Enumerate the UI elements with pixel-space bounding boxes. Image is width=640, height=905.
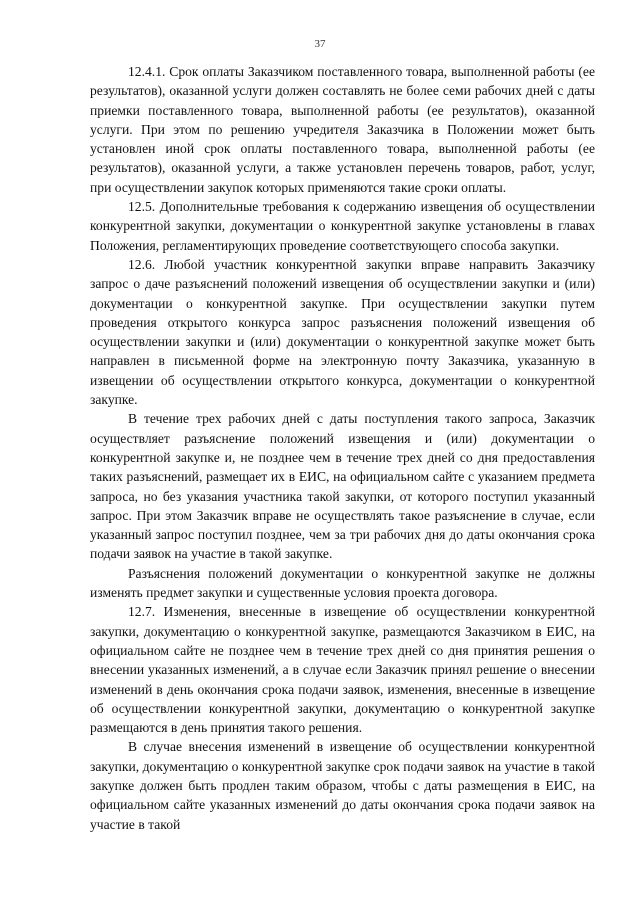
paragraph-clarification-term: В течение трех рабочих дней с даты поступления такого запроса, Заказчик осуществляет разъяснение положений извещения и (или) документации о конкурентной закупке и, не позднее чем в течение трех дней со дня предоставления таких разъяснений, размещает их в ЕИС, на официальном сайте с указанием предмета запроса, но без указания участника такой закупки, от которого поступил указанный запрос. При этом Заказчик вправе не осуществлять такое разъяснение в случае, если указанный запрос поступил позднее, чем за три рабочих дня до даты окончания срока подачи заявок на участие в такой закупке. xyxy=(90,411,595,562)
page-number: 37 xyxy=(314,38,326,50)
paragraph-12-4-1: 12.4.1. Срок оплаты Заказчиком поставленного товара, выполненной работы (ее результатов), оказанной услуги должен составлять не более семи рабочих дней с даты приемки поставленного товара, выполненной работы (ее результатов), оказанной услуги. При этом по решению учредителя Заказчика в Положении может быть установлен иной срок оплаты поставленного товара, выполненной работы (ее результатов), оказанной услуги, а также установлен перечень товаров, работ, услуг, при осуществлении закупок которых применяются такие сроки оплаты. xyxy=(90,64,595,195)
document-body xyxy=(90,62,595,834)
paragraph-clarification-limits: Разъяснения положений документации о конкурентной закупке не должны изменять предмет закупки и существенные условия проекта договора. xyxy=(90,565,595,601)
paragraph-12-7: 12.7. Изменения, внесенные в извещение об осуществлении конкурентной закупки, документацию о конкурентной закупке, размещаются Заказчиком в ЕИС, на официальном сайте не позднее чем в течение трех дней со дня принятия решения о внесении указанных изменений, а в случае если Заказчик принял решение о внесении изменений в день окончания срока подачи заявок, изменения, внесенные в извещение об осуществлении конкурентной закупки, документацию о конкурентной закупке размещаются в день принятия такого решения. xyxy=(90,604,595,736)
paragraph-12-5: 12.5. Дополнительные требования к содержанию извещения об осуществлении конкурентной закупки, документации о конкурентной закупке установлены в главах Положения, регламентирующих проведение соответствующего способа закупки. xyxy=(90,199,595,253)
paragraph-deadline-extension: В случае внесения изменений в извещение об осуществлении конкурентной закупки, документацию о конкурентной закупке срок подачи заявок на участие в такой закупке должен быть продлен таким образом, чтобы с даты размещения в ЕИС, на официальном сайте указанных изменений до даты окончания срока подачи заявок на участие в такой xyxy=(90,739,595,832)
paragraph-12-6: 12.6. Любой участник конкурентной закупки вправе направить Заказчику запрос о даче разъяснений положений извещения об осуществлении закупки и (или) документации о конкурентной закупке. При осуществлении закупки путем проведения открытого конкурса запрос разъяснения положений извещения об осуществлении закупки и (или) документации о конкурентной закупке может быть направлен в письменной форме на электронную почту Заказчика, указанную в извещении об осуществлении открытого конкурса, документации о конкурентной закупке. xyxy=(90,256,595,408)
